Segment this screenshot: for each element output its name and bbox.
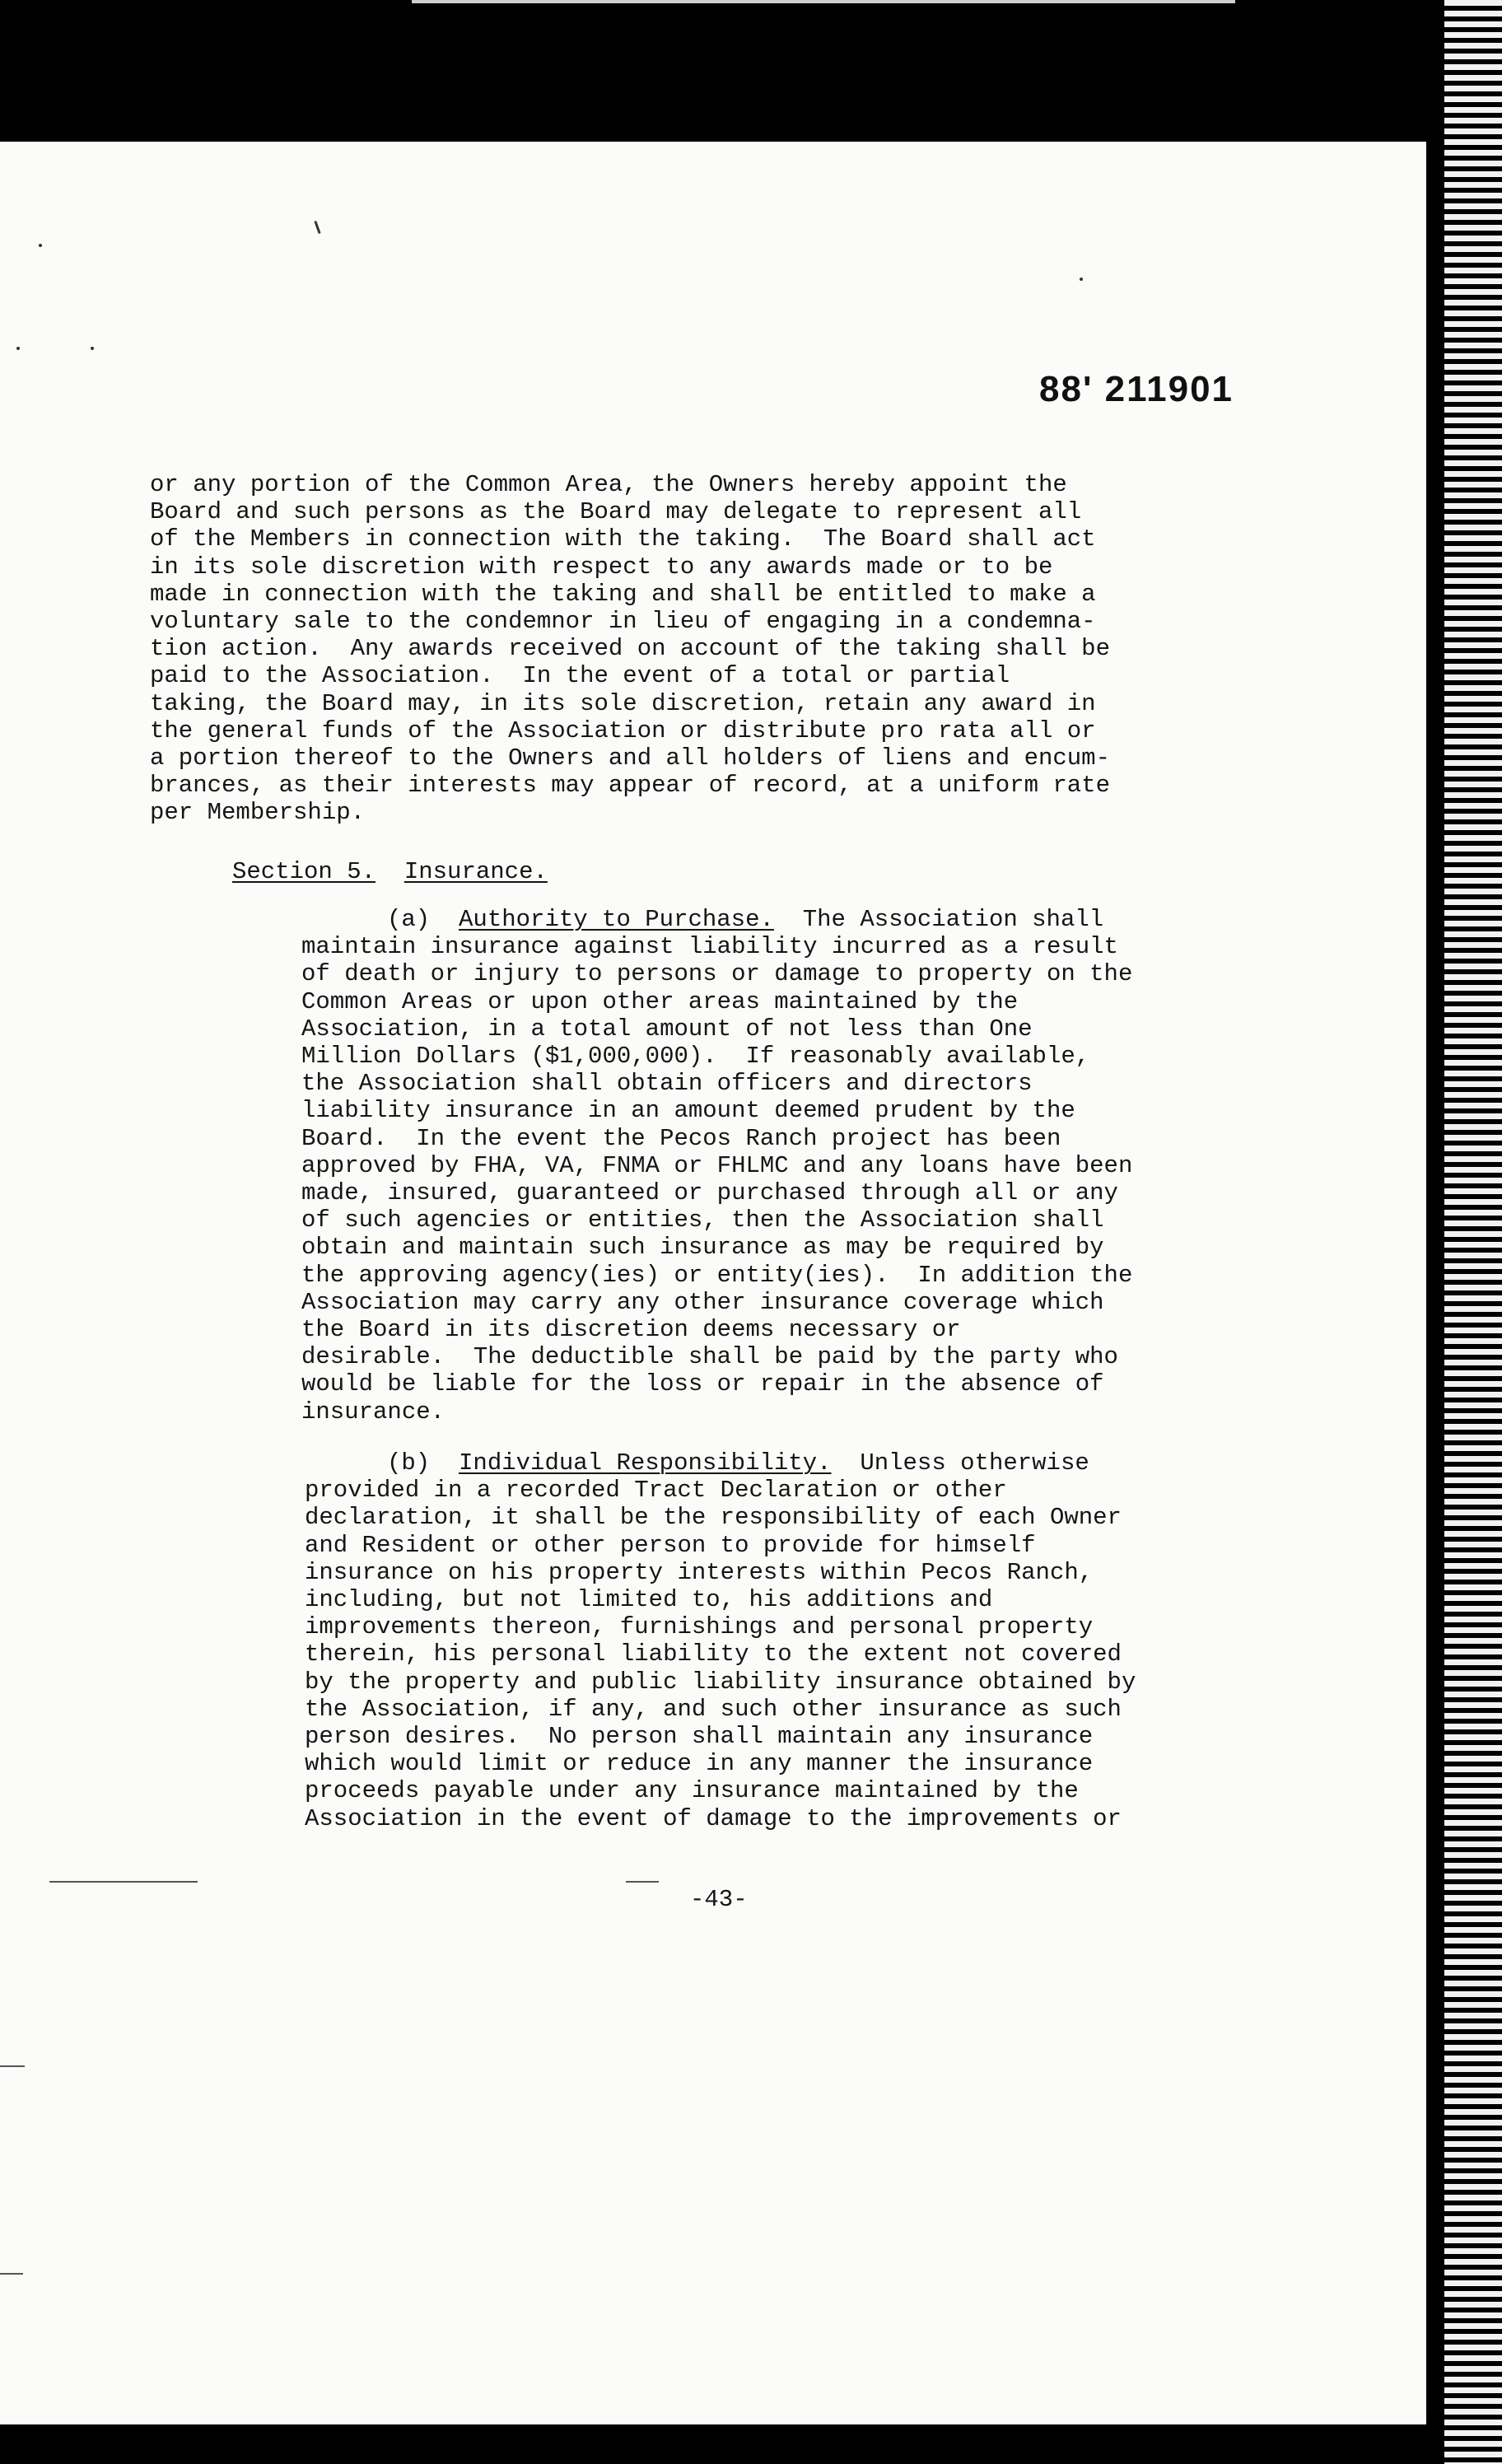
text-line: per Membership. bbox=[150, 799, 366, 827]
text-line: of such agencies or entities, then the Association shall bbox=[301, 1206, 1104, 1234]
scan-speck bbox=[16, 347, 20, 350]
text-line: Board. In the event the Pecos Ranch project has been bbox=[301, 1124, 1061, 1152]
text-line: Million Dollars ($1,000,000). If reasonably available, bbox=[301, 1043, 1090, 1071]
text-line: person desires. No person shall maintain any insurance bbox=[305, 1723, 1094, 1751]
text-line: the Board in its discretion deems necessary or bbox=[301, 1316, 961, 1344]
scan-speck bbox=[91, 347, 94, 350]
scan-dash bbox=[49, 1881, 198, 1883]
text-line: including, but not limited to, his additions and bbox=[305, 1586, 993, 1614]
text-line: liability insurance in an amount deemed prudent by the bbox=[301, 1097, 1075, 1125]
subsection-b-body bbox=[305, 1477, 1136, 1832]
text-line: a portion thereof to the Owners and all holders of liens and encum- bbox=[150, 744, 1110, 772]
text-line: brances, as their interests may appear of record, at a uniform rate bbox=[150, 772, 1110, 800]
scan-edge-line bbox=[412, 0, 1235, 3]
subsection-a-marker: (a) bbox=[387, 906, 431, 933]
subsection-a-title: Authority to Purchase. bbox=[459, 906, 774, 933]
text-line: made, insured, guaranteed or purchased through all or any bbox=[301, 1179, 1118, 1207]
scan-dash bbox=[626, 1881, 659, 1883]
subsection-b-marker: (b) bbox=[387, 1449, 431, 1477]
text-line: Common Areas or upon other areas maintained by the bbox=[301, 987, 1019, 1015]
subsection-a bbox=[301, 906, 1132, 1426]
text-line: or any portion of the Common Area, the Owners hereby appoint the bbox=[150, 471, 1067, 498]
text-line: provided in a recorded Tract Declaration or other bbox=[305, 1477, 1007, 1505]
text-line: would be liable for the loss or repair in the absence of bbox=[301, 1370, 1104, 1398]
text-line: voluntary sale to the condemnor in lieu of engaging in a condemna- bbox=[150, 608, 1096, 636]
scan-speck bbox=[1080, 278, 1083, 281]
text-line: improvements thereon, furnishings and personal property bbox=[305, 1613, 1094, 1641]
text-line: the approving agency(ies) or entity(ies). In addition the bbox=[301, 1261, 1133, 1289]
text-line: declaration, it shall be the responsibility of each Owner bbox=[305, 1504, 1122, 1532]
scan-dash bbox=[0, 2273, 23, 2275]
subsection-b-first-line: Unless otherwise bbox=[831, 1449, 1089, 1477]
text-line: and Resident or other person to provide for himself bbox=[305, 1531, 1036, 1559]
document-number: 88' 211901 bbox=[1039, 369, 1234, 409]
scan-speck bbox=[39, 244, 42, 247]
text-line: desirable. The deductible shall be paid by the party who bbox=[301, 1343, 1118, 1371]
text-line: which would limit or reduce in any manner the insurance bbox=[305, 1750, 1094, 1778]
text-line: the Association shall obtain officers and directors bbox=[301, 1070, 1033, 1098]
text-line: obtain and maintain such insurance as may be required by bbox=[301, 1234, 1104, 1262]
section-title: Insurance. bbox=[403, 858, 548, 885]
page-number: -43- bbox=[690, 1886, 748, 1913]
text-line: insurance. bbox=[301, 1398, 445, 1426]
text-line: the general funds of the Association or distribute pro rata all or bbox=[150, 716, 1096, 744]
text-line: insurance on his property interests within Pecos Ranch, bbox=[305, 1558, 1094, 1586]
text-line: in its sole discretion with respect to any awards made or to be bbox=[150, 553, 1053, 581]
text-line: therein, his personal liability to the extent not covered bbox=[305, 1640, 1122, 1668]
section-label: Section 5. bbox=[232, 858, 376, 885]
scan-dash bbox=[0, 2065, 25, 2067]
text-line: Association, in a total amount of not less than One bbox=[301, 1015, 1033, 1043]
text-line: paid to the Association. In the event of a total or partial bbox=[150, 662, 1010, 690]
text-line: proceeds payable under any insurance maintained by the bbox=[305, 1777, 1079, 1805]
text-line: Association in the event of damage to the improvements or bbox=[305, 1804, 1122, 1832]
text-line: maintain insurance against liability incurred as a result bbox=[301, 933, 1118, 961]
text-line: Board and such persons as the Board may delegate to represent all bbox=[150, 498, 1082, 526]
paragraph-condemnation bbox=[150, 471, 1110, 827]
text-line: made in connection with the taking and shall be entitled to make a bbox=[150, 580, 1096, 608]
scan-border-stripes bbox=[1444, 0, 1502, 2464]
subsection-b bbox=[305, 1449, 1136, 1832]
text-line: tion action. Any awards received on account of the taking shall be bbox=[150, 635, 1110, 663]
text-line: by the property and public liability insurance obtained by bbox=[305, 1668, 1136, 1696]
subsection-b-title: Individual Responsibility. bbox=[459, 1449, 832, 1477]
text-line: taking, the Board may, in its sole discretion, retain any award in bbox=[150, 689, 1096, 717]
section-heading bbox=[232, 858, 548, 885]
text-line: of death or injury to persons or damage to property on the bbox=[301, 960, 1133, 988]
subsection-a-body bbox=[301, 933, 1132, 1425]
text-line: approved by FHA, VA, FNMA or FHLMC and any loans have been bbox=[301, 1151, 1133, 1179]
text-line: Association may carry any other insurance coverage which bbox=[301, 1288, 1104, 1316]
text-line: of the Members in connection with the taking. The Board shall act bbox=[150, 525, 1096, 553]
text-line: the Association, if any, and such other insurance as such bbox=[305, 1695, 1122, 1723]
subsection-a-first-line: The Association shall bbox=[773, 906, 1104, 933]
